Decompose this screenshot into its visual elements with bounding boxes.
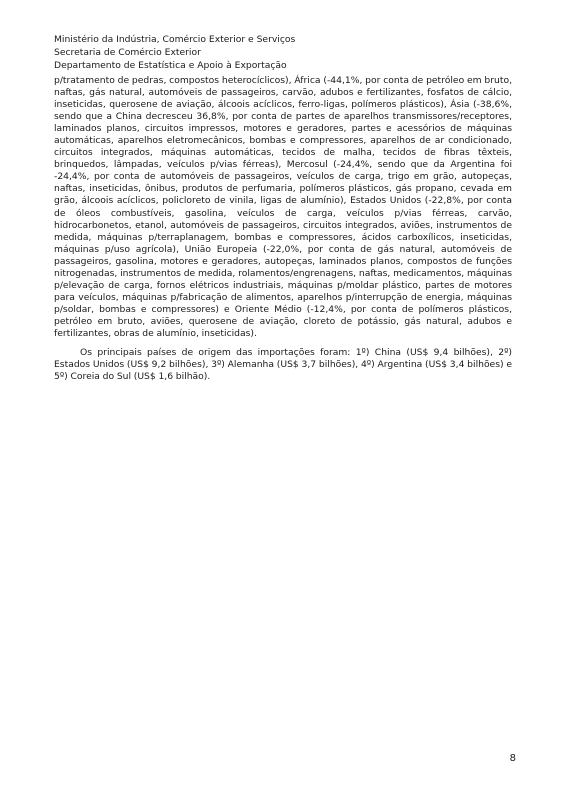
page-header	[54, 33, 514, 72]
paragraph-main-origin-countries: Os principais países de origem das importações foram: 1º) China (US$ 9,4 bilhões), 2º) Estados Unidos (US$ 9,2 bilhões), 3º) Alemanha (US$ 3,7 bilhões), 4º) Argentina (US$ 3,4 bilhões) e 5º) Coreia do Sul (US$ 1,6 bilhão).	[54, 347, 512, 383]
page-number: 8	[509, 753, 516, 764]
document-body	[54, 75, 512, 383]
paragraph-import-decrease-by-region: p/tratamento de pedras, compostos heterocíclicos), África (-44,1%, por conta de petróleo em bruto, naftas, gás natural, automóveis de passageiros, carvão, adubos e fertilizantes, fosfatos de cálcio, inseticidas, querosene de aviação, álcoois acíclicos, ferro-ligas, polímeros plásticos), Ásia (-38,6%, sendo que a China decresceu 36,8%, por conta de partes de aparelhos transmissores/receptores, laminados planos, circuitos impressos, motores e geradores, partes e acessórios de máquinas automáticas, aparelhos eletromecânicos, bombas e compressores, aparelhos de ar condicionado, circuitos integrados, máquinas automáticas, tecidos de malha, tecidos de fibras têxteis, brinquedos, lâmpadas, veículos p/vias férreas), Mercosul (-24,4%, sendo que da Argentina foi -24,4%, por conta de automóveis de passageiros, veículos de carga, trigo em grão, autopeças, naftas, inseticidas, ônibus, produtos de perfumaria, polímeros plásticos, gás propano, cevada em grão, álcoois acíclicos, policloreto de vinila, ligas de alumínio), Estados Unidos (-22,8%, por conta de óleos combustíveis, gasolina, veículos de carga, veículos p/vias férreas, carvão, hidrocarbonetos, etanol, automóveis de passageiros, circuitos integrados, aviões, instrumentos de medida, máquinas p/terraplanagem, bombas e compressores, ácidos carboxílicos, inseticidas, máquinas p/uso agrícola), União Europeia (-22,0%, por conta de gás natural, automóveis de passageiros, gasolina, motores e geradores, autopeças, laminados planos, compostos de funções nitrogenadas, instrumentos de medida, rolamentos/engrenagens, naftas, medicamentos, máquinas p/elevação de carga, fornos elétricos industriais, máquinas p/moldar plástico, partes de motores para veículos, máquinas p/fabricação de alimentos, aparelhos p/interrupção de energia, máquinas p/soldar, bombas e compressores) e Oriente Médio (-12,4%, por conta de polímeros plásticos, petróleo em bruto, aviões, querosene de aviação, cloreto de potássio, gás natural, adubos e fertilizantes, obras de alumínio, inseticidas).	[54, 75, 512, 339]
header-ministry: Ministério da Indústria, Comércio Exterior e Serviços	[54, 34, 296, 45]
header-secretariat: Secretaria de Comércio Exterior	[54, 47, 201, 58]
header-department: Departamento de Estatística e Apoio à Exportação	[54, 60, 287, 71]
